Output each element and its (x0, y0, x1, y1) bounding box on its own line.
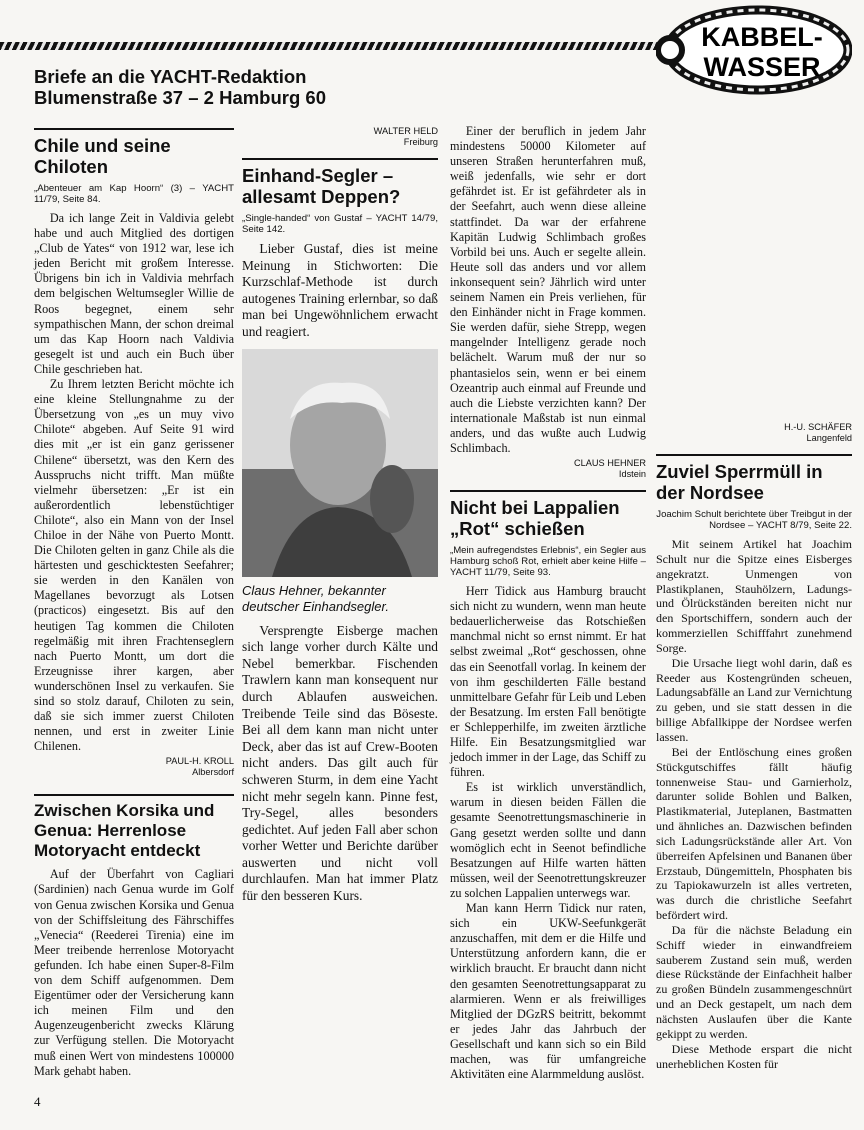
letter-paragraph: Lieber Gustaf, dies ist meine Meinung in Stichworten: Die Kurzschlaf-Methode ist durch autogenes Training erlernbar, so daß man bei Ungewöhnlichem erwacht und reagiert. (242, 241, 438, 339)
letter-title-lappalien: Nicht bei Lappalien „Rot“ schießen (450, 490, 646, 539)
signature-name: PAUL-H. KROLL (165, 756, 234, 767)
signature-schaefer (656, 422, 852, 444)
letter-paragraph: Mit seinem Artikel hat Joachim Schult nur die Spitze eines Eisberges angekratzt. Unmengen von Plastikplanen, Stauhölzern, Ladungs- und Ölrückständen bereiten nicht nur den Sportschiffern, sondern auch der kommerziellen Schifffahrt zunehmend Sorge. (656, 537, 852, 655)
kabbelwasser-rope-badge (656, 4, 852, 96)
letter-paragraph: Versprengte Eisberge machen sich lange vorher durch Kälte und Nebel bemerkbar. Fischenden Trawlern kann man konsequent nur durch Ablaufen ausweichen. Treibende Teile sind das Böseste. Bei all dem kann man nicht unter Deck, aber das ist auf Crew-Booten nicht anders. Das gilt auch für schweren Sturm, in dem eine Yacht nicht mehr segeln kann. Pinne fest, Try-Segel, alles besonders gedichtet. Auf jeden Fall aber schon vorher Wetter und Berichte darüber auswerten und nicht voll durchlaufen. Man hat immer Platz für den besseren Kurs. (242, 622, 438, 904)
column-3 (450, 124, 646, 1082)
letter-paragraph: Da ich lange Zeit in Valdivia gelebt habe und auch Mitglied des dortigen „Club de Yates“ von 1912 war, lese ich jeden Bericht mit großem Interesse. Übrigens bin ich in Valdivia mehrfach dem belgischen Weltumsegler Willie de Roos begegnet, einem sehr sympathischen Mann, der schon dreimal um das Kap Hoorn nach Valdivia gesegelt ist und auch ein Buch über Chile geschrieben hat. (34, 211, 234, 376)
rope-border (0, 42, 690, 50)
letter-title-einhand: Einhand-Segler – allesamt Deppen? (242, 158, 438, 207)
signature-held (242, 126, 438, 148)
column-4 (656, 420, 852, 1071)
letter-paragraph: Bei der Entlöschung eines großen Stückgutschiffes fällt häufig tonnenweise Stau- und Garnierholz, darunter solide Bohlen und Balken, Plastikmaterial, Juteplanen, Bastmatten und ähnliches an. Dazwischen befinden sich Ladungsrückstände aller Art. Von überreifen Apfelsinen und Bananen über Erzstaub, Düngemitteln, Phosphaten bis zu Tapiokawurzeln ist alles vertreten, was durch die christliche Seefahrt befördert wird. (656, 744, 852, 923)
letter-paragraph: Einer der beruflich in jedem Jahr mindestens 50000 Kilometer auf unseren Straßen herunterfahren muß, weiß jedenfalls, wie sehr er dort gefährdet ist. Er ist gefährdeter als in der Seefahrt, auch wenn diese alleine stattfindet. Da war der erfahrene Kapitän Ludwig Schlimbach großes Vorbild bei uns. Auch er segelte allein. Heute soll das anders und vor allem inkonsequent sein? Jährlich wird unter seinem Namen ein Preis verliehen, für den Einhänder nicht in Frage kommen. Sie werden dafür, siehe Strepp, wegen mangelnder Intelligenz gerade noch belächelt. Warum muß der nur so phantasielos sein, wenn er bei einem Ozeantrip auch einmal auf Freunde und auch die Liebste verzichten kann? Der internationale Maßstab ist nun einmal anders, und das wußte auch Ludwig Schlimbach. (450, 124, 646, 455)
editorial-address (34, 66, 326, 108)
signature-name: CLAUS HEHNER (574, 458, 646, 469)
letter-reference-sperrmuell: Joachim Schult berichtete über Treibgut in der Nordsee – YACHT 8/79, Seite 22. (656, 509, 852, 531)
signature-place: Idstein (618, 469, 646, 480)
column-2 (242, 124, 438, 905)
letter-title-chile: Chile und seine Chiloten (34, 128, 234, 177)
letter-paragraph: Es ist wirklich unverständlich, warum in diesen beiden Fällen die gesamte Seenotrettungsmaschinerie in Gang gesetzt werden sollte und dann womöglich echt in Seenot befindliche Besatzungen auf Hilfe warten hätten müssen, weil der Seenotrettungskreuzer zu solchen Lappalien unterwegs war. (450, 780, 646, 900)
photo-caption: Claus Hehner, bekannter deutscher Einhandsegler. (242, 582, 389, 614)
letter-title-sperrmuell: Zuviel Sperrmüll in der Nordsee (656, 454, 852, 503)
letter-title-korsika: Zwischen Korsika und Genua: Herrenlose Motoryacht entdeckt (34, 794, 234, 861)
portrait-photo (242, 349, 438, 577)
letter-reference-chile: „Abenteuer am Kap Hoorn“ (3) – YACHT 11/79, Seite 84. (34, 183, 234, 205)
letter-paragraph: Man kann Herrn Tidick nur raten, sich ein UKW-Seefunkgerät anzuschaffen, mit dem er die Hilfe und Unterstützung anfordern kann, die er wirklich braucht. Er braucht dann nicht den gesamten Seenotrettungsapparat zu alarmieren. Wenn er als freiwilliges Mitglied der DGzRS beitritt, bekommt er jedes Jahr das Jahrbuch der Gesellschaft und kann sich so ein Bild machen, was für umfangreiche Aktivitäten eine Alarmmeldung auslöst. (450, 901, 646, 1082)
portrait-illustration (242, 349, 438, 577)
letter-paragraph: Zu Ihrem letzten Bericht möchte ich eine kleine Stellungnahme zu der Übersetzung von „es un muy vivo Chilote“ abgeben. Auf Seite 91 wird dies mit „er ist ein ganz gerissener Chilene“ übersetzt, was den Kern des Ausspruchs nicht trifft. Man müßte vielmehr übersetzen: „Er ist ein außerordentlich lebenstüchtiger Chilote“, also ein Mann von der Insel Chiloe in der Nähe von Puerto Montt. Die Chiloten gelten in ganz Chile als die härtesten und geschicktesten Seefahrer; sie werden in den Kanälen von Magellanes bevorzugt als Lotsen (practicos) eingesetzt. Bis auf den heutigen Tag kommen die Chiloten regelmäßig mit ihren Frachtenseglern nach Puerto Montt, um dort die Erzeugnisse ihrer kargen, aber wunderschönen Insel zu verkaufen. Sie sind so stolz darauf, Chiloten zu sein, daß sie sich immer zuerst Chiloten nennen, und erst in zweiter Linie Chilenen. (34, 377, 234, 754)
address-line-2: Blumenstraße 37 – 2 Hamburg 60 (34, 87, 326, 108)
letter-reference-lappalien: „Mein aufregendstes Erlebnis“, ein Segler aus Hamburg schoß Rot, erhielt aber keine Hilfe – YACHT 11/79, Seite 93. (450, 545, 646, 579)
letter-paragraph: Die Ursache liegt wohl darin, daß es Reeder aus Kostengründen scheuen, Ladungsabfälle an Land zur Vernichtung zu geben, und sie statt dessen in die billige Abfallkippe der Nordsee werfen lassen. (656, 655, 852, 744)
letter-reference-einhand: „Single-handed“ von Gustaf – YACHT 14/79, Seite 142. (242, 213, 438, 235)
badge-line-2: WASSER (703, 52, 821, 82)
signature-name: WALTER HELD (373, 126, 438, 136)
signature-name: H.-U. SCHÄFER (784, 422, 852, 432)
letter-paragraph: Herr Tidick aus Hamburg braucht sich nicht zu wundern, wenn man heute bedauerlicherweise das Rotschießen manchmal nicht so ernst nimmt. Er hat selbst zweimal „Rot“ geschossen, ohne das ein Seenotfall vorlag. In keinem der von ihm geschilderten Fälle bestand unmittelbare Gefahr für Leib und Leben der Besatzung. Im ersten Fall benötigte er Schlepperhilfe, im zweiten ärztliche Hilfe. Ein Besatzungsmitglied war jedoch immer in der Lage, das Schiff zu führen. (450, 584, 646, 780)
signature-hehner (450, 458, 646, 480)
column-1 (34, 124, 234, 1079)
letter-paragraph: Diese Methode erspart die nicht unerheblichen Kosten für (656, 1041, 852, 1071)
letter-paragraph: Da für die nächste Beladung ein Schiff wieder in einwandfreiem sauberem Zustand sein muß, werden diese Rückstände der Einfachheit halber zu großen Bündeln zusammengeschnürt und an Deck gestapelt, um nach dem nächsten Auslaufen über die Kante gekippt zu werden. (656, 922, 852, 1041)
signature-place: Albersdorf (192, 767, 234, 778)
signature-place: Langenfeld (806, 433, 852, 443)
letter-paragraph: Auf der Überfahrt von Cagliari (Sardinien) nach Genua wurde im Golf von Genua zwischen Korsika und Genua von der Schiffsleitung des Fährschiffes „Venecia“ (Reederei Tirenia) eine im Meer treibende herrenlose Motoryacht gefunden. Ich habe einen Super-8-Film von dem Schiff aufgenommen. Dem Eigentümer oder der Versicherung kann ich meinen Film und den Augenzeugenbericht zwecks Klärung zur Verfügung stellen. Die Motoryacht muß einen Wert von mindestens 100000 Mark gehabt haben. (34, 867, 234, 1078)
page-number: 4 (34, 1094, 41, 1109)
signature-kroll (34, 756, 234, 778)
badge-line-1: KABBEL- (701, 22, 823, 52)
masthead (0, 0, 864, 120)
signature-place: Freiburg (403, 137, 438, 147)
address-line-1: Briefe an die YACHT-Redaktion (34, 66, 307, 87)
